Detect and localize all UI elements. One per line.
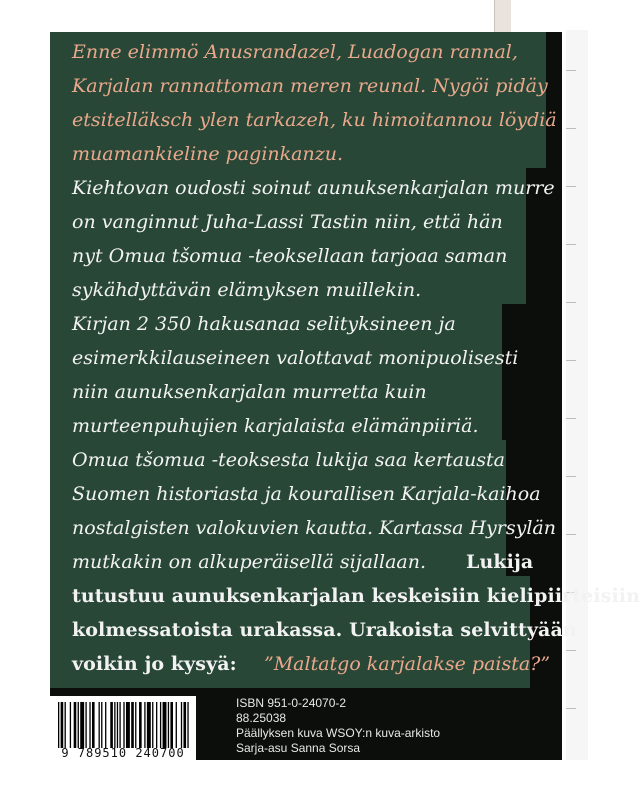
text-line: etsitelläksch ylen tarkazeh, ku himoitannou löydiä	[72, 109, 557, 131]
text-line: Suomen historiasta ja kourallisen Karjala-kaihoa	[72, 483, 541, 505]
text-line: Lukija	[466, 551, 534, 573]
edge-tick	[566, 650, 576, 651]
barcode-bar	[92, 702, 95, 748]
text-line: niin aunuksenkarjalan murretta kuin	[72, 381, 427, 403]
edge-tick	[566, 186, 576, 187]
barcode-bar	[80, 702, 84, 748]
barcode-bar	[147, 702, 151, 748]
barcode	[50, 696, 196, 760]
series-design-credit: Sarja-asu Sanna Sorsa	[236, 741, 361, 755]
barcode-bar	[123, 702, 124, 748]
barcode-bar	[74, 702, 77, 748]
isbn-credits	[236, 696, 440, 756]
barcode-bar	[65, 702, 66, 748]
barcode-bar	[139, 702, 142, 748]
barcode-digits: 9 789510 240700	[61, 746, 185, 760]
barcode-bar	[85, 702, 86, 748]
cover-photo-credit: Päällyksen kuva WSOY:n kuva-arkisto	[236, 726, 441, 740]
edge-tick	[566, 302, 576, 303]
barcode-bar	[168, 702, 169, 748]
text-line: sykähdyttävän elämyksen muillekin.	[72, 279, 422, 301]
barcode-bar	[58, 702, 59, 748]
edge-tick	[566, 360, 576, 361]
closing-quote: ”Maltatgo karjalakse paista?”	[264, 653, 551, 675]
text-line: esimerkkilauseineen valottavat monipuolisesti	[72, 347, 519, 369]
barcode-bar	[105, 702, 106, 748]
barcode-bar	[152, 702, 153, 748]
barcode-bar	[78, 702, 79, 748]
barcode-bar	[110, 702, 113, 748]
classification-number: 88.25038	[236, 711, 287, 725]
edge-tick	[566, 708, 576, 709]
text-line: tutustuu aunuksenkarjalan keskeisiin kielipiirteisiin	[72, 585, 640, 607]
text-line: nyt Omua tšomua -teoksellaan tarjoaa saman	[72, 245, 508, 267]
edge-tick	[566, 534, 576, 535]
text-line: on vanginnut Juha-Lassi Tastin niin, että hän	[72, 211, 503, 233]
edge-tick	[566, 70, 576, 71]
edge-tick	[566, 418, 576, 419]
text-line: kolmessatoista urakassa. Urakoista selvittyään	[72, 619, 577, 641]
barcode-bar	[144, 702, 145, 748]
text-line: Kirjan 2 350 hakusanaa selityksineen ja	[72, 313, 456, 335]
barcode-bar	[99, 702, 100, 748]
barcode-bar	[181, 702, 182, 748]
text-line: muamankieline paginkanzu.	[72, 143, 344, 165]
back-cover	[50, 32, 640, 760]
barcode-bar	[101, 702, 102, 748]
edge-tick	[566, 476, 576, 477]
barcode-bar	[126, 702, 130, 748]
text-line: Karjalan rannattoman meren reunal. Nygöi pidäy	[72, 75, 548, 97]
text-line: mutkakin on alkuperäisellä sijallaan.	[72, 551, 427, 573]
text-line: nostalgisten valokuvien kautta. Kartassa Hyrsylän	[72, 517, 556, 539]
text-line: voikin jo kysyä:	[72, 653, 237, 675]
spine-edge	[494, 0, 511, 36]
barcode-bar	[114, 702, 115, 748]
barcode-bar	[176, 702, 177, 748]
edge-tick	[566, 244, 576, 245]
barcode-bar	[131, 702, 134, 748]
barcode-bar	[117, 702, 118, 748]
text-line: Kiehtovan oudosti soinut aunuksenkarjalan murre	[72, 177, 555, 199]
barcode-bar	[160, 702, 161, 748]
barcode-bar	[187, 702, 188, 748]
barcode-bar	[156, 702, 157, 748]
edge-tick	[566, 128, 576, 129]
barcode-bar	[119, 702, 120, 748]
isbn: ISBN 951-0-24070-2	[236, 696, 347, 710]
text-line: murteenpuhujien karjalaista elämänpiiriä.	[72, 415, 479, 437]
page-edge	[566, 30, 588, 760]
text-line: Enne elimmö Anusrandazel, Luadogan rannal,	[72, 41, 518, 63]
barcode-bar	[183, 702, 186, 748]
barcode-bar	[89, 702, 90, 748]
barcode-bar	[61, 702, 64, 748]
barcode-bar	[170, 702, 173, 748]
text-line: Omua tšomua -teoksesta lukija saa kertausta	[72, 449, 506, 471]
barcode-bar	[70, 702, 71, 748]
barcode-bars	[58, 702, 190, 748]
barcode-bar	[135, 702, 136, 748]
barcode-bar	[163, 702, 167, 748]
